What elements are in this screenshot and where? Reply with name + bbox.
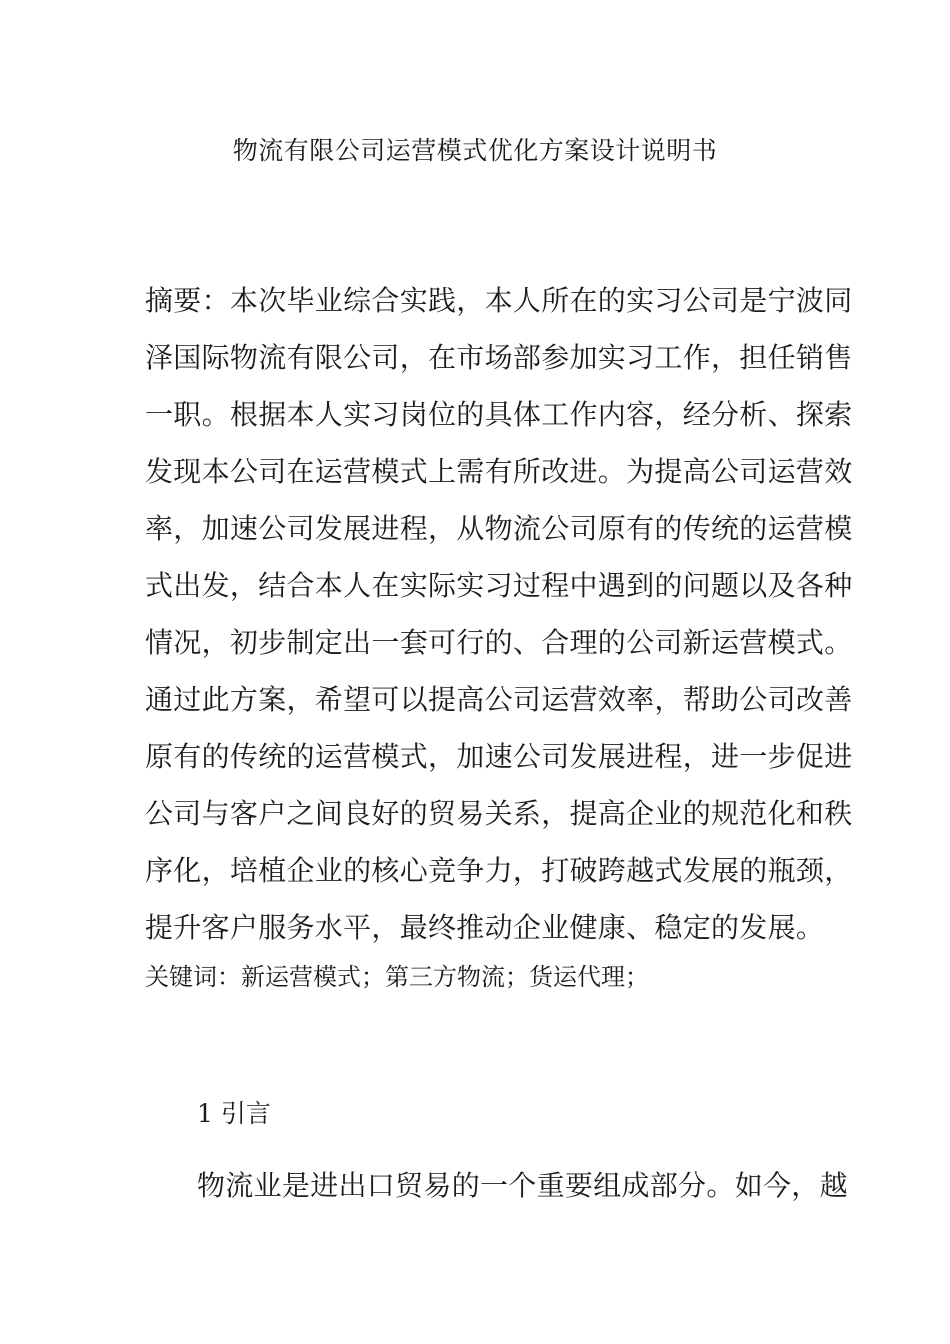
abstract-line: 提升客户服务水平，最终推动企业健康、稳定的发展。 xyxy=(145,911,825,944)
abstract-line: 通过此方案，希望可以提高公司运营效率，帮助公司改善 xyxy=(145,683,853,716)
abstract-line: 率，加速公司发展进程，从物流公司原有的传统的运营模 xyxy=(145,512,853,545)
abstract-line: 情况，初步制定出一套可行的、合理的公司新运营模式。 xyxy=(145,626,853,659)
abstract-line: 泽国际物流有限公司，在市场部参加实习工作，担任销售 xyxy=(145,341,853,374)
abstract-line: 序化，培植企业的核心竞争力，打破跨越式发展的瓶颈， xyxy=(145,854,853,887)
abstract-line: 原有的传统的运营模式，加速公司发展进程，进一步促进 xyxy=(145,740,853,773)
abstract-line: 式出发，结合本人在实际实习过程中遇到的问题以及各种 xyxy=(145,569,853,602)
document-title: 物流有限公司运营模式优化方案设计说明书 xyxy=(232,136,718,165)
section-heading: 1 引言 xyxy=(197,1099,271,1128)
keywords-line: 关键词：新运营模式；第三方物流；货运代理； xyxy=(145,963,649,991)
abstract-line: 公司与客户之间良好的贸易关系，提高企业的规范化和秩 xyxy=(145,797,853,830)
abstract-paragraph xyxy=(145,272,853,956)
abstract-line: 发现本公司在运营模式上需有所改进。为提高公司运营效 xyxy=(145,455,853,488)
body-text-line: 物流业是进出口贸易的一个重要组成部分。如今，越 xyxy=(197,1169,848,1202)
abstract-line: 一职。根据本人实习岗位的具体工作内容，经分析、探索 xyxy=(145,398,853,431)
abstract-line: 摘要：本次毕业综合实践，本人所在的实习公司是宁波同 xyxy=(145,284,853,317)
